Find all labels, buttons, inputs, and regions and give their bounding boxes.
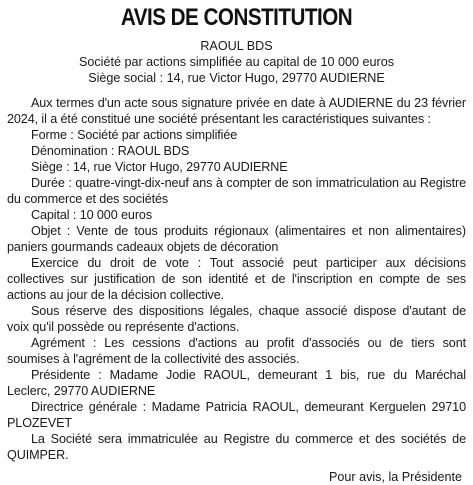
paragraph-capital: Capital : 10 000 euros <box>31 208 153 222</box>
paragraph-approval: Agrément : Les cessions d'actions au profit d'associés ou de tiers sont soumises à l'agrément de la collectivité des associés. <box>7 336 466 366</box>
paragraph-president: Présidente : Madame Jodie RAOUL, demeurant 1 bis, rue du Maréchal Leclerc, 29770 AUDIERNE <box>7 368 466 398</box>
paragraph-voting-rights: Exercice du droit de vote : Tout associé peut participer aux décisions collectives sur justification de son identité et de l'inscription en compte de ses actions au jour de la décision collective. <box>7 256 466 302</box>
notice-header <box>7 38 466 86</box>
paragraph-object: Objet : Vente de tous produits régionaux (alimentaires et non alimentaires) paniers gourmands cadeaux objets de décoration <box>7 224 466 254</box>
head-office: Siège social : 14, rue Victor Hugo, 29770 AUDIERNE <box>88 71 385 85</box>
paragraph-registration: La Société sera immatriculée au Registre du commerce et des sociétés de QUIMPER. <box>7 432 466 462</box>
company-form: Société par actions simplifiée au capital de 10 000 euros <box>78 55 395 69</box>
signature: Pour avis, la Présidente <box>328 470 462 484</box>
paragraph-form: Forme : Société par actions simplifiée <box>31 128 238 142</box>
paragraph-seat: Siège : 14, rue Victor Hugo, 29770 AUDIERNE <box>31 160 288 174</box>
paragraph-preamble: Aux termes d'un acte sous signature privée en date à AUDIERNE du 23 février 2024, il a été constitué une société présentant les caractéristiques suivantes : <box>7 96 466 126</box>
notice-body <box>7 95 466 463</box>
notice-title: AVIS DE CONSTITUTION <box>120 4 353 31</box>
paragraph-denomination: Dénomination : RAOUL BDS <box>31 144 190 158</box>
paragraph-votes: Sous réserve des dispositions légales, chaque associé dispose d'autant de voix qu'il possède ou représente d'actions. <box>7 304 466 334</box>
paragraph-duration: Durée : quatre-vingt-dix-neuf ans à compter de son immatriculation au Registre du commerce et des sociétés <box>7 176 466 206</box>
company-name: RAOUL BDS <box>200 39 273 53</box>
paragraph-general-director: Directrice générale : Madame Patricia RAOUL, demeurant Kerguelen 29710 PLOZEVET <box>7 400 466 430</box>
